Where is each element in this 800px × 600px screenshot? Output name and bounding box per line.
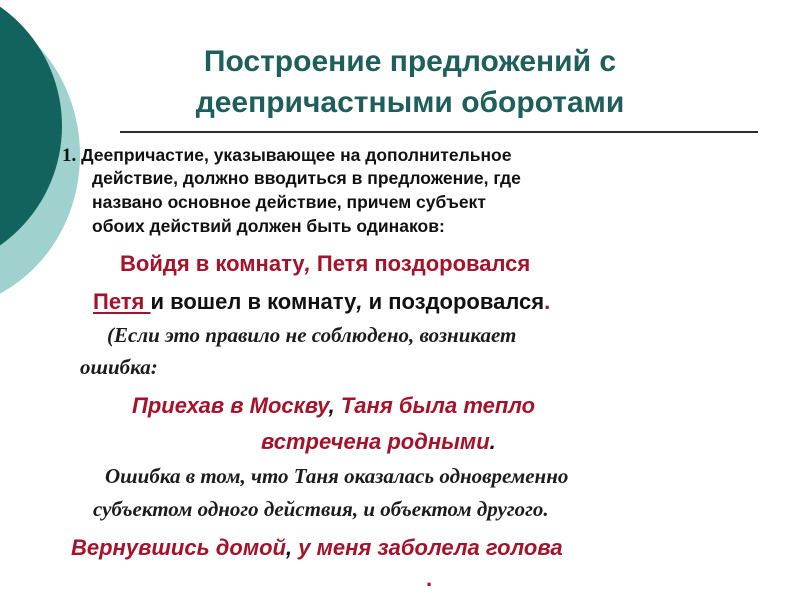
note-2-line-2: субъектом одного действия, и объектом другого. (93, 497, 549, 521)
note-1-line-1: (Если это правило не соблюдено, возникает (107, 323, 517, 347)
rule-text-1: Деепричастие, указывающее на дополнительное (81, 145, 512, 165)
rule-line-3: названо основное действие, причем субъект (92, 192, 486, 212)
example-wrong-part-1: Вернувшись домой (71, 535, 286, 560)
rule-line-2: действие, должно вводиться в предложение, где (92, 168, 521, 188)
example-correct-comma: , (304, 251, 311, 276)
example-error-period: . (489, 429, 496, 454)
example-error-line-1 (132, 395, 535, 417)
example-incorrect (93, 291, 550, 313)
example-wrong-part-2: у меня заболела голова (292, 535, 563, 560)
example-incorrect-comma: , (356, 289, 363, 314)
example-incorrect-part-2: и поздоровался (362, 289, 545, 314)
example-correct (120, 253, 530, 275)
title-divider (120, 131, 758, 133)
rule-line-4: обоих действий должен быть одинаков: (92, 216, 445, 236)
slide-title-line-2: деепричастными оборотами (195, 86, 625, 119)
note-2-line-1: Ошибка в том, что Таня оказалась одновременно (105, 464, 569, 488)
example-error-part-1: Приехав в Москву (132, 393, 329, 418)
example-wrong (71, 537, 563, 559)
example-wrong-period: . (426, 566, 433, 591)
example-incorrect-part-1: и вошел в комнату (150, 289, 357, 314)
rule-line-1 (62, 146, 511, 165)
example-wrong-comma: , (285, 535, 293, 560)
note-1-line-2: ошибка: (80, 355, 158, 379)
rule-number: 1. (62, 145, 77, 166)
example-correct-part-1: Войдя в комнату (120, 251, 305, 276)
example-error-line-2 (261, 431, 496, 453)
example-incorrect-subject: Петя (93, 289, 151, 314)
example-correct-part-2: Петя поздоровался (310, 251, 531, 276)
example-error-comma: , (328, 393, 335, 418)
example-error-part-2: Таня была тепло (334, 393, 536, 418)
slide-title-line-1: Построение предложений с (203, 45, 617, 78)
example-incorrect-period: . (544, 289, 551, 314)
example-error-line-2-text: встречена родными (261, 429, 490, 454)
